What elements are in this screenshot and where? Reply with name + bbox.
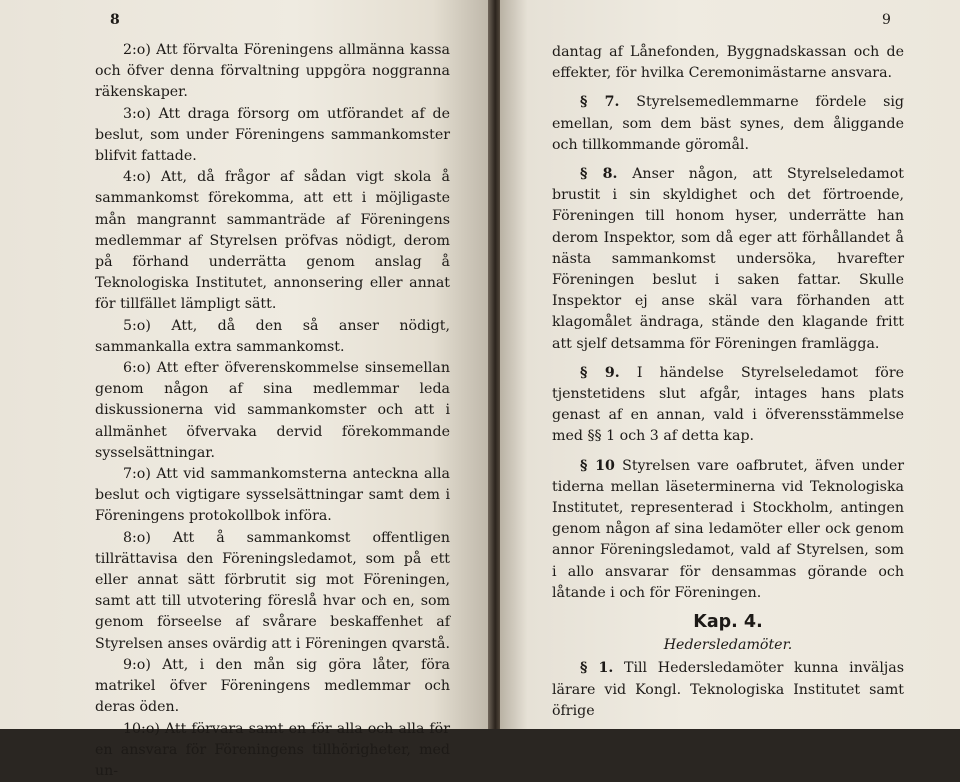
paragraph-item-6: 6:o) Att efter öfverenskommelse sinsemellan genom någon af sina medlemmar leda diskussionerna vid sammankomster och att i allmänhet öfvervaka dervid förekommande sysselsättningar. xyxy=(95,358,450,464)
section-text: Till Hedersledamöter kunna inväljas lärare vid Kongl. Teknologiska Institutet samt öfrige xyxy=(552,660,904,718)
right-page-text xyxy=(552,42,904,722)
section-mark: § 9. xyxy=(580,365,620,381)
section-text: Styrelsemedlemmarne fördele sig emellan, som dem bäst synes, dem åliggande och tillkommande göromål. xyxy=(552,94,904,152)
paragraph-item-8: 8:o) Att å sammankomst offentligen tillrättavisa den Föreningsledamot, som på ett eller annat sätt förbrutit sig mot Föreningen, samt att till utvotering föreslå hvar och en, som genom förseelse af svårare beskaffenhet af Styrelsen anses ovärdig att i Föreningen qvarstå. xyxy=(95,528,450,655)
continuation-text: dantag af Lånefonden, Byggnadskassan och de effekter, för hvilka Ceremonimästarne ansvara. xyxy=(552,42,904,84)
section-10 xyxy=(552,456,904,604)
chapter-title: Kap. 4. xyxy=(552,612,904,633)
section-text: I händelse Styrelseledamot före tjenstetidens slut afgår, intages hans plats genast af en annan, vald i öfverensstämmelse med §§ 1 och 3 af detta kap. xyxy=(552,365,904,445)
paragraph-item-9: 9:o) Att, i den mån sig göra låter, föra matrikel öfver Föreningens medlemmar och deras öden. xyxy=(95,655,450,719)
section-text: Anser någon, att Styrelseledamot brustit i sin skyldighet och det förtroende, Föreningen till honom hyser, underrätte han derom Inspektor, som då eger att förhållandet å nästa sammankomst undersöka, hvarefter Föreningen beslut i saken fattar. Skulle Inspektor ej anse skäl vara förhanden att klagomålet ändraga, stände den klagande fritt att sjelf detsamma för Föreningen framlägga. xyxy=(552,166,904,352)
page-number-left: 8 xyxy=(110,12,120,28)
paragraph-item-10: 10:o) Att förvara samt en för alla och alla för en ansvara för Föreningens tillhörigheter, med un- xyxy=(95,719,450,782)
section-mark: § 8. xyxy=(580,166,617,182)
paragraph-item-2: 2:o) Att förvalta Föreningens allmänna kassa och öfver denna förvaltning uppgöra noggranna räkenskaper. xyxy=(95,40,450,104)
paragraph-item-4: 4:o) Att, då frågor af sådan vigt skola å sammankomst förekomma, att ett i möjligaste mån mangrannt sammanträde af Föreningens medlemmar af Styrelsen pröfvas nödigt, derom på förhand underrätta genom anslag å Teknologiska Institutet, annonsering eller annat för tillfället lämpligt sätt. xyxy=(95,167,450,315)
section-mark: § 1. xyxy=(580,660,613,676)
section-mark: § 10 xyxy=(580,458,615,474)
left-page xyxy=(0,0,492,729)
section-9 xyxy=(552,363,904,448)
section-text: Styrelsen vare oafbrutet, äfven under tiderna mellan läseterminerna vid Teknologiska Institutet, representerad i Stockholm, antingen genom någon af sina ledamöter eller ock genom annor Föreningsledamot, vald af Styrelsen, som i allo ansvarar för densammas görande och låtande i och för Föreningen. xyxy=(552,458,904,601)
section-8 xyxy=(552,164,904,355)
paragraph-item-7: 7:o) Att vid sammankomsterna anteckna alla beslut och vigtigare sysselsättningar samt dem i Föreningens protokollbok införa. xyxy=(95,464,450,528)
paragraph-item-3: 3:o) Att draga försorg om utförandet af de beslut, som under Föreningens sammankomster blifvit fattade. xyxy=(95,104,450,168)
left-page-text xyxy=(95,40,450,782)
chapter-subtitle: Hedersledamöter. xyxy=(552,635,904,656)
paragraph-item-5: 5:o) Att, då den så anser nödigt, sammankalla extra sammankomst. xyxy=(95,316,450,358)
section-mark: § 7. xyxy=(580,94,619,110)
section-7 xyxy=(552,92,904,156)
page-number-right: 9 xyxy=(882,12,891,28)
chapter-section-1 xyxy=(552,658,904,722)
